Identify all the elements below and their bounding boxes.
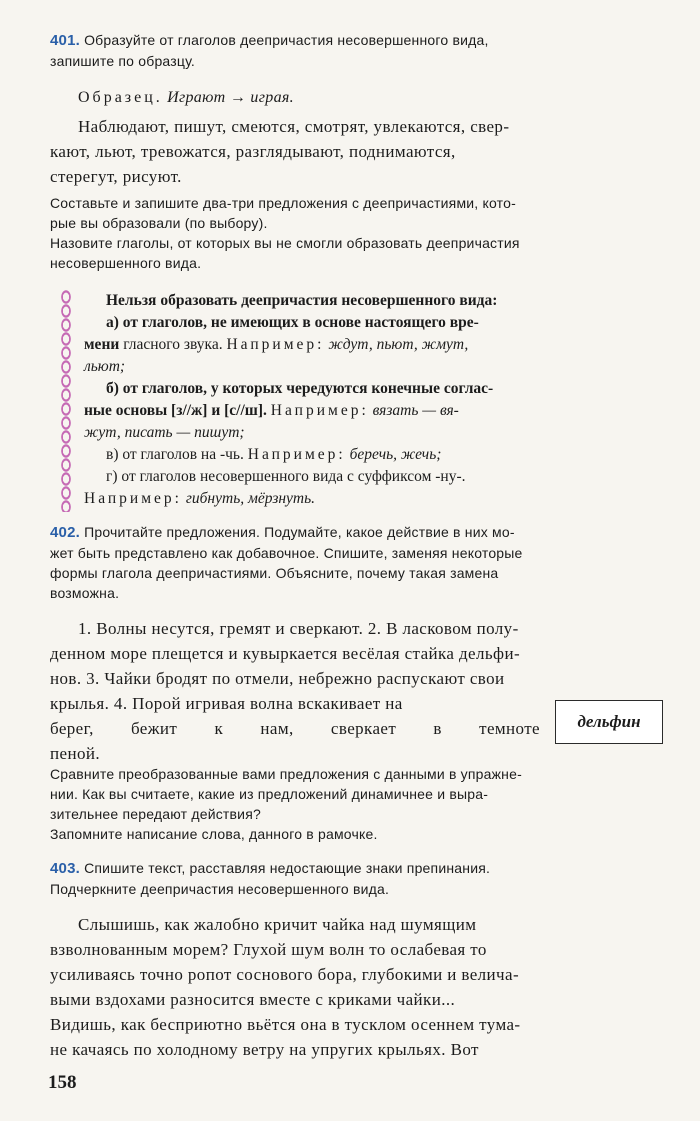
words-line: Наблюдают, пишут, смеются, смотрят, увлекаются, свер- <box>78 117 510 136</box>
ex401-task-line: Образуйте от глаголов деепричастия несовершенного вида, <box>84 32 489 48</box>
ex401-sample <box>78 86 678 110</box>
framed-word-box: дельфин <box>555 700 663 744</box>
task-line: возможна. <box>50 585 120 601</box>
words-line: кают, льют, тревожатся, разглядывают, поднимаются, <box>50 142 456 161</box>
sample-label: Образец. <box>78 89 163 106</box>
text-line: денном море плещется и кувыркается весёлая стайка дельфи- <box>50 644 521 663</box>
ex402-task <box>50 522 678 603</box>
page-number: 158 <box>48 1072 77 1093</box>
task-line: Прочитайте предложения. Подумайте, какое действие в них мо- <box>84 524 515 540</box>
rule-box <box>84 290 672 510</box>
ex403-text <box>50 912 678 1062</box>
rule-bold: ные основы [з//ж] и [с//ш]. <box>84 402 267 419</box>
task2-line: рые вы образовали (по выбору). <box>50 215 268 231</box>
task2-line: нии. Как вы считаете, какие из предложений динамичнее и выра- <box>50 786 489 802</box>
task-line: жет быть представлено как добавочное. Спишите, заменяя некоторые <box>50 545 523 561</box>
text-line: взволнованным морем? Глухой шум волн то ослабевая то <box>50 940 487 959</box>
rule-line: а) от глаголов, не имеющих в основе настоящего вре- <box>106 314 479 331</box>
ex401-task-line: запишите по образцу. <box>50 53 195 69</box>
text-line: не качаясь по холодному ветру на упругих крыльях. Вот <box>50 1040 479 1059</box>
examples: ждут, пьют, жмут, <box>328 336 469 353</box>
text-line: 1. Волны несутся, гремят и сверкают. 2. В ласковом полу- <box>78 619 519 638</box>
task-line: Подчеркните деепричастия несовершенного вида. <box>50 881 390 897</box>
text-line: нов. 3. Чайки бродят по отмели, небрежно распускают свои <box>50 669 505 688</box>
ex401-words <box>50 114 678 189</box>
task2-line: Назовите глаголы, от которых вы не смогли образовать деепричастия <box>50 235 520 251</box>
example-label: Например: <box>270 402 369 419</box>
ex402-task2 <box>50 764 678 844</box>
task2-line: зительнее передают действия? <box>50 806 261 822</box>
task-line: формы глагола деепричастиями. Объясните, почему такая замена <box>50 565 499 581</box>
examples: жут, писать — пишут; <box>84 424 245 441</box>
ex401-task2 <box>50 193 678 273</box>
rule-line: б) от глаголов, у которых чередуются конечные соглас- <box>106 380 494 397</box>
task2-line: Составьте и запишите два-три предложения с деепричастиями, кото- <box>50 195 516 211</box>
rule-text: гласного звука. <box>119 336 223 353</box>
rule-bold: мени <box>84 336 120 353</box>
rule-title: Нельзя образовать деепричастия несовершенного вида: <box>106 292 498 309</box>
text-line: берег, бежит к нам, сверкает в темноте <box>50 719 540 738</box>
rule-line: г) от глаголов несовершенного вида с суффиксом -ну-. <box>106 468 466 485</box>
task2-line: Запомните написание слова, данного в рамочке. <box>50 826 378 842</box>
text-line: пеной. <box>50 744 100 763</box>
ex401-task <box>50 30 678 71</box>
example-label: Например: <box>226 336 325 353</box>
examples: льют; <box>84 358 126 375</box>
sample-text: Играют → играя. <box>167 89 294 106</box>
examples: вязать — вя- <box>372 402 459 419</box>
example-label: Например: <box>84 490 182 507</box>
rule-text: в) от глаголов на -чь. <box>106 446 244 463</box>
example-label: Например: <box>247 446 346 463</box>
ex402-number: 402. <box>50 524 80 541</box>
examples: беречь, жечь; <box>349 446 442 463</box>
examples: гибнуть, мёрзнуть. <box>185 490 316 507</box>
task-line: Спишите текст, расставляя недостающие знаки препинания. <box>84 860 491 876</box>
text-line: усиливаясь точно ропот соснового бора, глубокими и велича- <box>50 965 520 984</box>
text-line: Видишь, как бесприютно вьётся она в тусклом осеннем тума- <box>50 1015 521 1034</box>
words-line: стерегут, рисуют. <box>50 167 182 186</box>
task2-line: несовершенного вида. <box>50 255 202 271</box>
decorative-chain <box>60 290 72 512</box>
ex401-number: 401. <box>50 32 80 49</box>
task2-line: Сравните преобразованные вами предложения с данными в упражне- <box>50 766 522 782</box>
ex403-number: 403. <box>50 860 80 877</box>
text-line: выми вздохами разносится вместе с криками чайки... <box>50 990 456 1009</box>
text-line: крылья. 4. Порой игривая волна вскакивает на <box>50 694 403 713</box>
text-line: Слышишь, как жалобно кричит чайка над шумящим <box>78 915 477 934</box>
ex403-task <box>50 858 678 899</box>
